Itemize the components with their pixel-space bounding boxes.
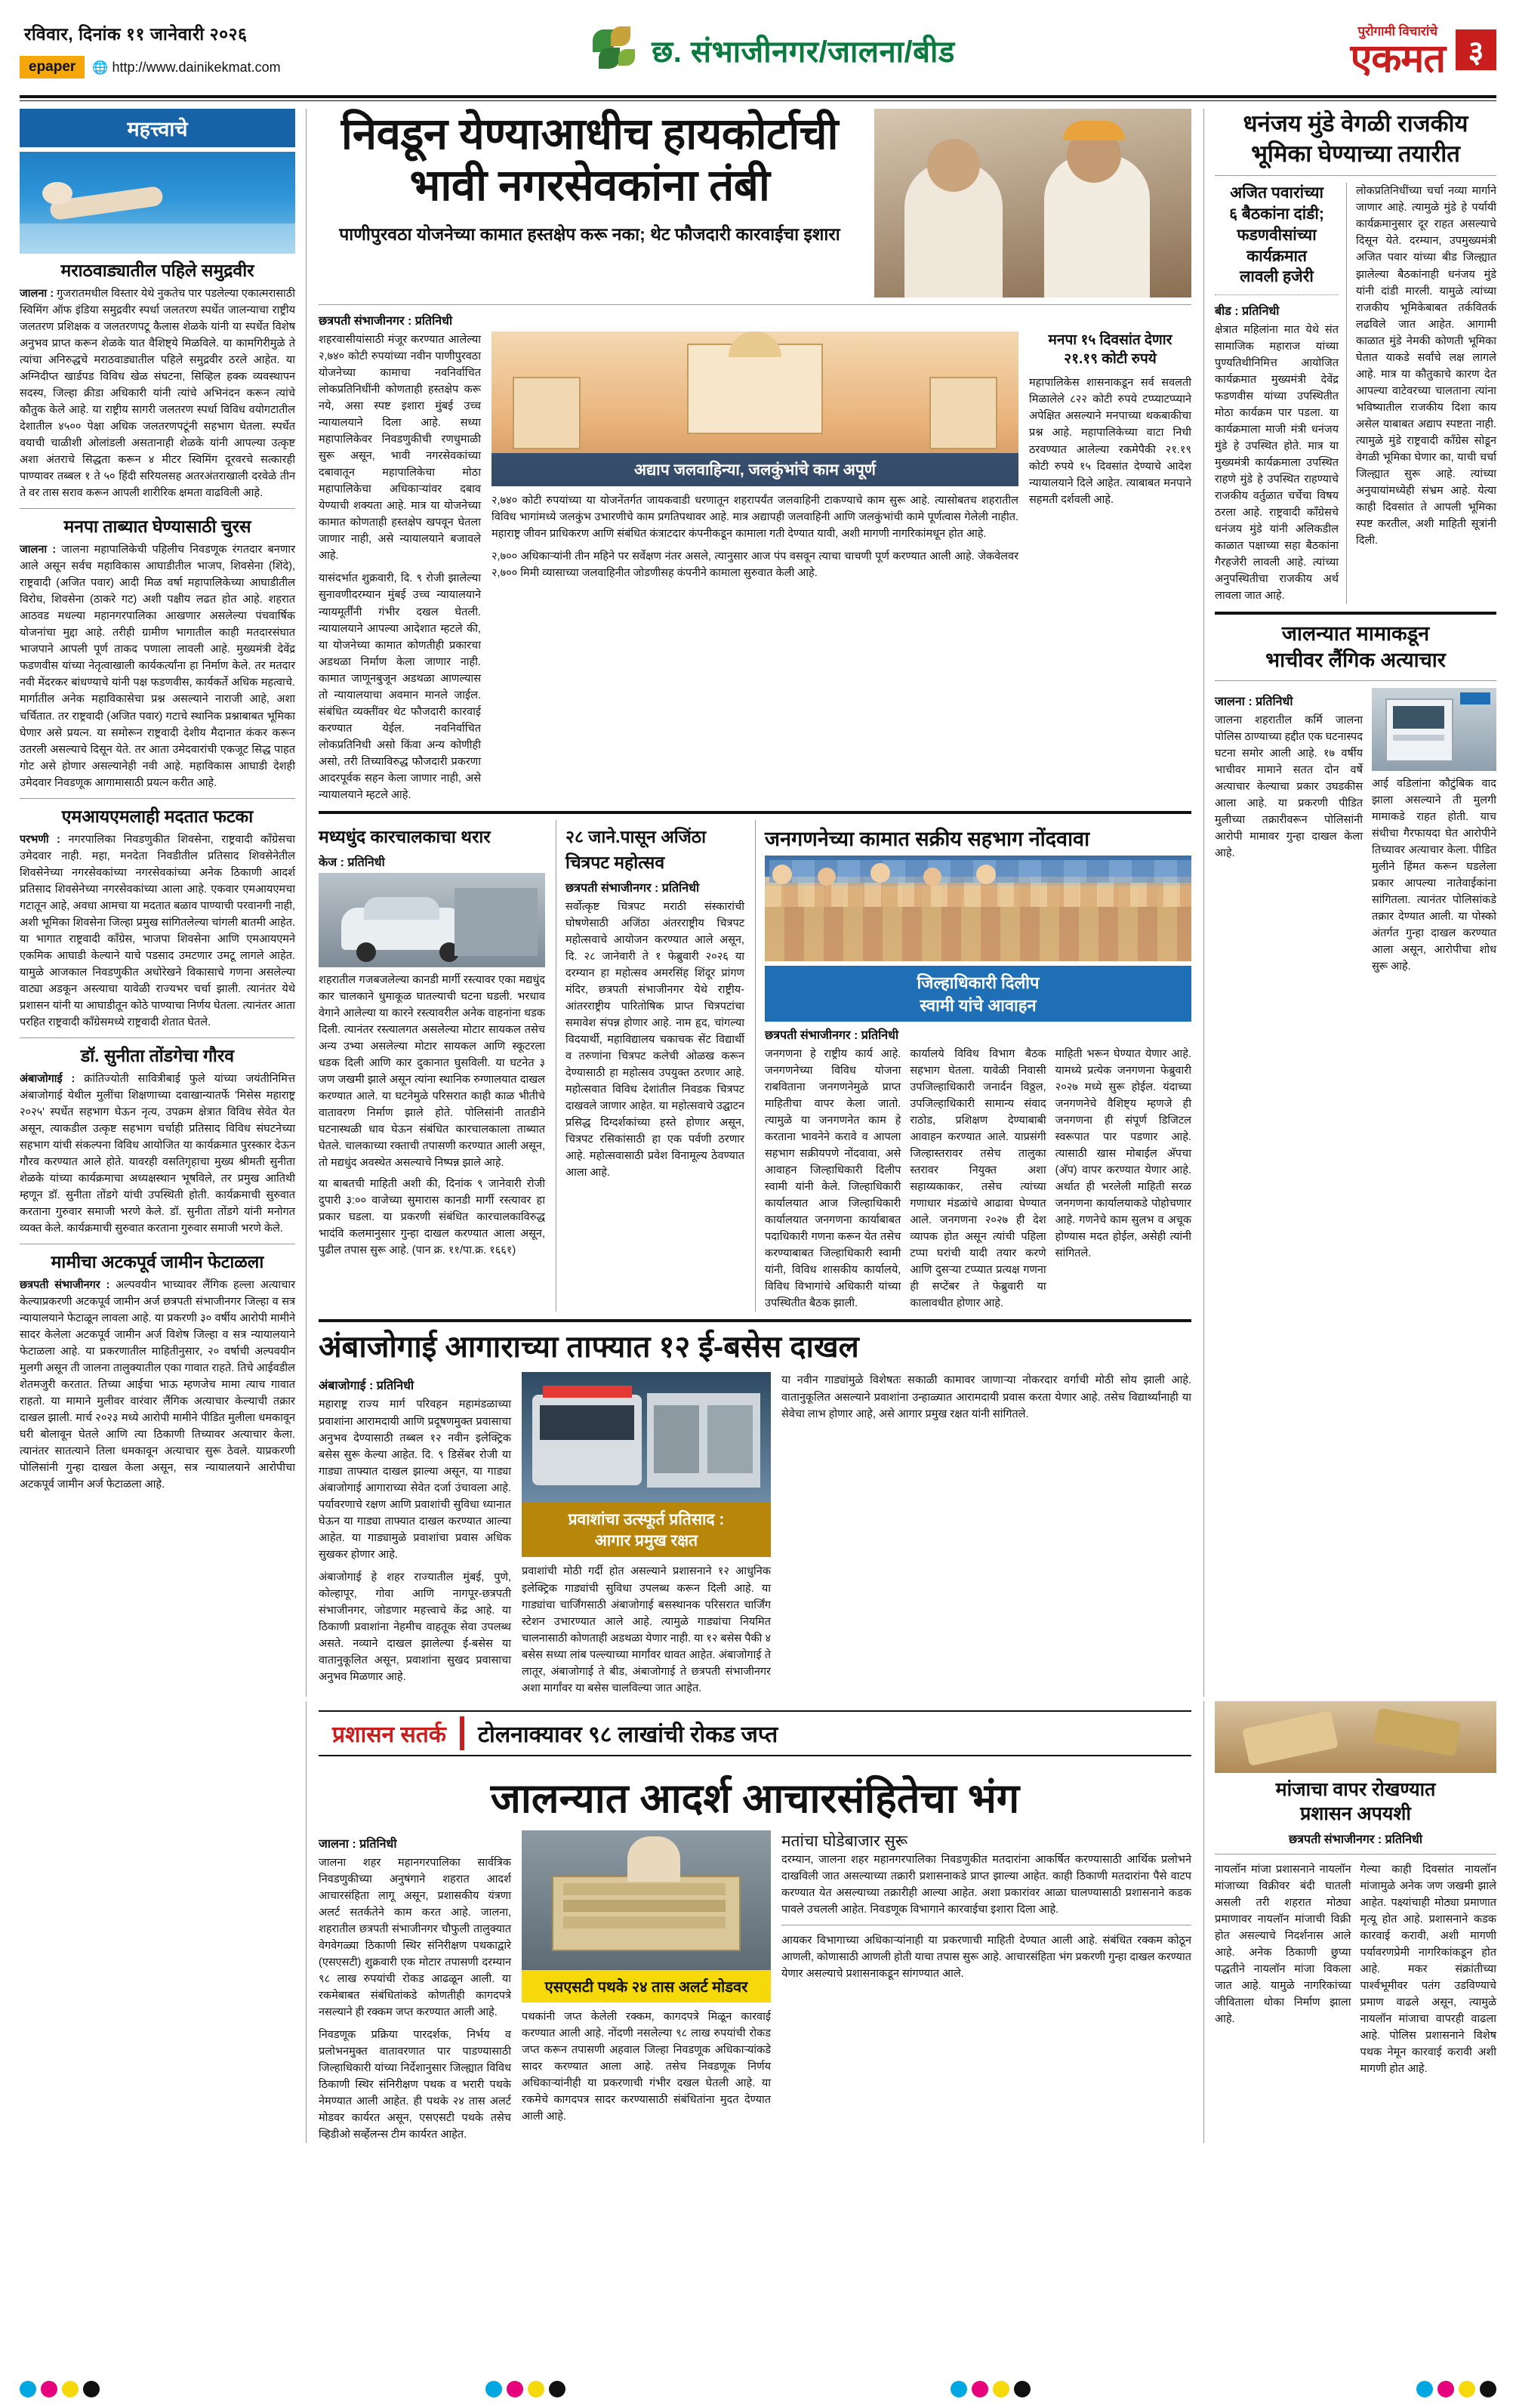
left-item-title-2: एमआयएमलाही मदतात फटका xyxy=(61,806,254,826)
manja-col-1: नायलॉन मांजा प्रशासनाने नायलॉन मांजाच्या विक्रीवर बंदी घातली असली तरी शहरात मोठ्या प्रमाणावर नायलॉन मांजाची विक्री होत असल्याचे निदर्शनास आले आहे. अनेक ठिकाणी छुप्या पद्धतीने नायलॉन मांजा विकला जात आहे. यामुळे नागरिकांच्या जीविताला धोका निर्माण झाला आहे. xyxy=(1215,1863,1351,2025)
left-item-dateline-4: छत्रपती संभाजीनगर : xyxy=(20,1279,110,1292)
abuse-byline: जालना : प्रतिनिधी xyxy=(1215,695,1293,708)
left-item-title-4: मामीचा अटकपूर्व जामीन फेटाळला xyxy=(51,1252,264,1272)
divider xyxy=(319,811,1191,814)
admin-alert-tag: प्रशासन सतर्क xyxy=(319,1712,460,1755)
photo-ribbon: अद्याप जलवाहिन्या, जलकुंभांचे काम अपूर्ण xyxy=(491,453,1018,486)
brand-block xyxy=(1351,22,1445,79)
admin-col-5: आयकर विभागाच्या अधिकाऱ्यांनाही या प्रकरणाची माहिती देण्यात आली आहे. संबंधित रक्कम कोठून आणली, कोणासाठी आणली होती याचा तपास सुरू आहे. आचारसंहिता भंग प्रकरणी गुन्हा दाखल करण्यात येणार असल्याचे प्रशासनाकडून सांगण्यात आले. xyxy=(781,1934,1191,1980)
abuse-row xyxy=(1215,688,1496,975)
car-story-byline: केज : प्रतिनिधी xyxy=(319,856,385,869)
color-registration-bars xyxy=(20,2381,1496,2397)
bus-caption-ribbon xyxy=(522,1503,771,1557)
abuse-photo-block xyxy=(1372,688,1496,975)
left-item-body-4: छत्रपती संभाजीनगर : अल्पवयीन भाच्यावर लैंगिक हल्ला अत्याचार केल्याप्रकरणी अटकपूर्व जामीन अर्ज छत्रपती संभाजीनगर जिल्हा व सत्र न्यायालयाने फेटाळून लावला आहे. या प्रकरणी ३० वर्षीय आरोपी मामीने सादर केलेला अटकपूर्व जामीन अर्ज विशेष जिल्हा व सत्र न्यायालयाने फेटाळला आहे. या प्रकरणातील माहितीनुसार, २० वर्षाची अल्पवयीन मुलगी असून ती जालना तालुक्यातील एका गावात राहते. तिचे आईवडील शेतमजुरी करतात. तिच्या आईचा भाऊ म्हणजेच मामा त्याच गावात राहतो. या मामाने मुलीवर वारंवार लैंगिक अत्याचार केल्याची तक्रार दाखल झाली. मार्च २०२३ मध्ये आरोपी मामीने पीडित मुलीला धमकावून घरी बोलावून घेतले आणि त्या ठिकाणी तिच्यावर अत्याचार केला. त्यानंतर सातत्याने तिला धमकावून अत्याचार सुरू ठेवले. याप्रकरणी पोलिसांनी गुन्हा दाखल केला असून, सत्र न्यायालयाने आरोपीचा अटकपूर्व जामीन अर्ज फेटाळला आहे. xyxy=(20,1279,296,1491)
admin-byline: जालना : प्रतिनिधी xyxy=(319,1837,397,1851)
brand-name: एकमत xyxy=(1350,36,1445,81)
color-dot-yellow xyxy=(993,2381,1009,2397)
admin-col-4: पथकांनी जप्त केलेली रक्कम, कागदपत्रे मिळून कारवाई करण्यात आली आहे. नोंदणी नसलेल्या ९८ लाख रुपयांची रोकड जप्त करून तपासणी अहवाल जिल्हा निवडणूक अधिकाऱ्यांकडे सादर करण्यात आला आहे. तसेच निवडणूक निर्णय अधिकाऱ्यांनीही या प्रकरणाची गंभीर दखल घेतली आहे. या रकमेचे कागदपत्र सादर करण्यासाठी संबंधितांना मुदत देण्यात आली आहे. xyxy=(522,2010,771,2123)
divider xyxy=(20,508,295,509)
color-bar-group-mid-left xyxy=(485,2381,565,2397)
abuse-headline-2: भाचीवर लैंगिक अत्याचार xyxy=(1265,649,1446,672)
car-story-text-2: या बाबतची माहिती अशी की, दिनांक ९ जानेवारी रोजी दुपारी ३:०० वाजेच्या सुमारास कानडी मार्गी रस्त्यावर हा प्रकार घडला. या प्रकरणी संबंधित कारचालकाविरुद्ध भादंवि कलमानुसार गुन्हा दाखल करण्यात आला असून, पुढील तपास सुरू आहे. (पान क्र. ११/पा.क्र. १६६१) xyxy=(319,1178,545,1257)
brand-tagline: पुरोगामी विचारांचे xyxy=(1357,23,1438,39)
ebus-photo xyxy=(522,1372,771,1504)
lead-col-1 xyxy=(319,331,481,803)
right-byline: बीड : प्रतिनिधी xyxy=(1215,304,1280,318)
admin-col-left xyxy=(319,1830,511,2144)
left-item-dateline-3: अंबाजोगाई : xyxy=(20,1072,75,1085)
census-byline: छत्रपती संभाजीनगर : प्रतिनिधी xyxy=(765,1028,899,1042)
manja-headline-1: मांजाचा वापर रोखण्यात xyxy=(1275,1778,1436,1800)
color-dot-yellow xyxy=(62,2381,79,2397)
leaf-logo-icon xyxy=(591,26,638,73)
bus-ribbon-line-1: प्रवाशांचा उत्स्फूर्त प्रतिसाद : xyxy=(568,1511,725,1529)
divider xyxy=(319,1319,1191,1322)
lead-byline: छत्रपती संभाजीनगर : प्रतिनिधी xyxy=(319,315,453,328)
admin-row xyxy=(319,1830,1191,2144)
right-sub-line-2: ६ बैठकांना दांडी; xyxy=(1229,205,1324,224)
municipal-building-photo xyxy=(491,331,1018,486)
main-column xyxy=(307,109,1203,1697)
right-column xyxy=(1203,109,1496,1697)
color-dot-magenta xyxy=(41,2381,57,2397)
lead-col-2-text: यासंदर्भात शुक्रवारी, दि. ९ रोजी झालेल्या सुनावणीदरम्यान मुंबई उच्च न्यायालयाने न्यायमूर्तींनी गंभीर दखल घेतली. न्यायालयाने आपल्या आदेशात म्हटले की, या योजनेच्या कामात कोणतीही प्रकारचा अडथळा निर्माण केला जाणार नाही. कामात जाणूनबुजून अडथळा आणल्यास तो न्यायालयाचा अवमान मानले जाईल. संबंधित व्यक्तींवर थेट फौजदारी कारवाई करण्यात येईल. नवनिर्वाचित लोकप्रतिनिधी असो किंवा अन्य कोणीही असो, तरी तिच्याविरुद्ध फौजदारी प्रकरणा आदरपूर्वक सहन केला जाणार नाही, असे न्यायालयाने म्हटले आहे. xyxy=(319,572,481,801)
amount-box-text: महापालिकेस शासनाकडून सर्व सवलती मिळालेले ८२२ कोटी रुपये टप्प्याटप्प्याने अपेक्षित असल्याने मनपाच्या थकबाकीचा प्रश्न आहे. महापालिकेच्या वाटा निधी ठरवण्यात आलेल्या रकमेपैकी २१.१९ कोटी रुपये १५ दिवसांत देण्याचे आदेश न्यायालयाने दिले आहेत. त्याबाबत मनपाने सहमती दर्शवली आहे. xyxy=(1029,377,1191,506)
manja-kite-photo xyxy=(1215,1701,1496,1773)
mid-car-story xyxy=(319,820,545,1312)
divider xyxy=(1215,1854,1496,1855)
lead-amount-box xyxy=(1029,331,1191,803)
color-dot-cyan xyxy=(485,2381,502,2397)
bus-col-2: अंबाजोगाई हे शहर राज्यातील मुंबई, पुणे, कोल्हापूर, गोवा आणि नागपूर-छत्रपती संभाजीनगर, जोडणार महत्त्वाचे केंद्र आहे. या ठिकाणी प्रवाशांना नेहमीच वाहतूक सेवा उपलब्ध असते. नव्याने दाखल झालेल्या ई-बसेस या वातानुकूलित असून, प्रवाशांना सुखद प्रवासाचा अनुभव मिळणार आहे. xyxy=(319,1571,511,1683)
manja-cols xyxy=(1215,1861,1496,2077)
color-dot-yellow xyxy=(528,2381,544,2397)
bottom-main xyxy=(307,1701,1203,2144)
color-dot-yellow xyxy=(1459,2381,1475,2397)
bus-ribbon-line-2: आगार प्रमुख रक्षत xyxy=(594,1532,698,1550)
color-bar-group-right xyxy=(1416,2381,1496,2397)
color-dot-magenta xyxy=(972,2381,988,2397)
lead-body-row xyxy=(319,331,1191,803)
census-band-line-2: स्वामी यांचे आवाहन xyxy=(920,995,1037,1015)
abuse-headline-1: जालन्यात मामाकडून xyxy=(1281,622,1430,646)
seized-cash-photo xyxy=(522,1830,771,1970)
lead-headline-block xyxy=(319,109,861,298)
lead-photo-block xyxy=(491,331,1018,803)
epaper-url: 🌐 http://www.dainikekmat.com xyxy=(92,59,281,75)
manja-col-2: गेल्या काही दिवसांत नायलॉन मांजामुळे अनेक जण जखमी झाले आहेत. पक्ष्यांचाही मोठ्या प्रमाणात मृत्यू होत आहे. प्रशासनाने कडक कारवाई करावी, अशी मागणी पर्यावरणप्रेमी नागरिकांकडून होत आहे. मकर संक्रांतीच्या पार्श्वभूमीवर पतंग उडविण्याचे प्रमाण वाढले असून, त्यामुळे नायलॉन मांजाचा वापरही वाढला आहे. पोलिस प्रशासनाने विशेष पथक नेमून कारवाई करावी अशी मागणी होत आहे. xyxy=(1360,1863,1496,2076)
epaper-tag: epaper xyxy=(20,56,85,79)
right-sub-line-1: अजित पवारांच्या xyxy=(1230,184,1323,202)
lead-subhead: पाणीपुरवठा योजनेच्या कामात हस्तक्षेप करू नका; थेट फौजदारी कारवाईचा इशारा xyxy=(339,224,840,244)
mid-census-story xyxy=(755,820,1191,1312)
film-byline: छत्रपती संभाजीनगर : प्रतिनिधी xyxy=(565,881,700,895)
color-dot-black xyxy=(1014,2381,1031,2397)
color-dot-black xyxy=(83,2381,100,2397)
car-story-title: मध्यधुंद कारचालकाचा थरार xyxy=(319,826,491,846)
color-bar-group-mid-right xyxy=(951,2381,1031,2397)
mid-film-story xyxy=(556,820,744,1312)
horse-trading-subhead: मतांचा घोडेबाजार सुरू xyxy=(781,1832,908,1850)
bus-col-left xyxy=(319,1372,511,1696)
left-item-title-0: मराठवाड्यातील पहिले समुद्रवीर xyxy=(60,261,254,280)
admin-mega-headline: जालन्यात आदर्श आचारसंहितेचा भंग xyxy=(490,1775,1020,1821)
swimmer-photo xyxy=(20,152,295,254)
divider xyxy=(1215,294,1339,295)
left-item-title-3: डॉ. सुनीता तोंडगेचा गौरव xyxy=(80,1045,235,1065)
publication-date: रविवार, दिनांक ११ जानेवारी २०२६ xyxy=(24,24,248,44)
color-dot-cyan xyxy=(20,2381,36,2397)
right-headline-1: धनंजय मुंडे वेगळी राजकीय xyxy=(1243,110,1468,137)
admin-alert-text: टोलनाक्यावर ९८ लाखांची रोकड जप्त xyxy=(477,1722,778,1747)
film-title-1: २८ जाने.पासून अजिंठा xyxy=(565,826,707,846)
lead-top xyxy=(319,109,1191,298)
left-item-title-1: मनपा ताब्यात घेण्यासाठी चुरस xyxy=(63,516,251,537)
census-title: जनगणनेच्या कामात सक्रीय सहभाग नोंदवावा xyxy=(765,827,1090,850)
divider xyxy=(1215,612,1496,615)
epaper-link[interactable] xyxy=(20,56,374,79)
amount-box-title-2: २१.१९ कोटी रुपये xyxy=(1064,350,1157,367)
color-dot-magenta xyxy=(1437,2381,1454,2397)
admin-col-3: दरम्यान, जालना शहर महानगरपालिका निवडणुकीत मतदारांना आकर्षित करण्यासाठी आर्थिक प्रलोभने दाखविली जात असल्याच्या तक्रारी प्रशासनाकडे प्राप्त झाल्या आहेत. काही ठिकाणी मतदारांना पैसे वाटप करण्यात येत असल्याच्या तक्रारीही आल्या आहेत. अशा प्रकारांवर आळा घालण्यासाठी प्रशासनाने कडक पावले उचलली आहेत. निवडणूक विभागाने कारवाईचा इशारा दिला आहे. xyxy=(781,1853,1191,1916)
census-band xyxy=(765,966,1191,1022)
admin-col-right xyxy=(781,1830,1191,2144)
lead-col-3-text: २,७४० कोटी रुपयांच्या या योजनेंतर्गत जायकवाडी धरणातून शहरापर्यंत जलवाहिनी टाकण्याचे काम सुरू आहे. त्यासोबतच शहरातील विविध भागांमध्ये जलकुंभ उभारणीचे काम प्रगतिपथावर आहे. मात्र अद्यापही जलवाहिनी आणि जलकुंभांची कामे पूर्णत्वास गेलेली नाहीत. महाराष्ट्र जीवन प्राधिकरण आणि संबंधित कंत्राटदार कंपनीकडून कामाला गती देण्यात यावी, अशी मागणी नागरिकांमधून होत आहे. xyxy=(491,495,1018,541)
film-text: सर्वोत्कृष्ट चित्रपट मराठी संस्कारांची घोषणेसाठी अजिंठा अंतरराष्ट्रीय चित्रपट महोत्सवाचे आयोजन करण्यात आले असून, दि. २८ जानेवारी ते १ फेब्रुवारी २०२६ या दरम्यान हा महोत्सव अमरसिंह शिंदूर प्रांगण मंदिर, छत्रपती संभाजीनगर येथे राष्ट्रीय-आंतरराष्ट्रीय पारितोषिक प्राप्त चित्रपटांचा समावेश संपन्न होणार आहे. नाम हृद, चांगल्या विदयार्थी, महाविद्यालय चकाचक सेंट विद्यार्थी व तरुणांना चित्रपट कलेची ओळख करून देण्यासाठी हा महोत्सव उपयुक्त ठरणार आहे. महोत्सवात विविध देशांतील निवडक चित्रपट दाखवले जाणार आहेत. या महोत्सवाचे उद्घाटन प्रसिद्ध दिग्दर्शकांच्या हस्ते होणार असून, चित्रपट रसिकांसाठी हा एक पर्वणी ठरणार आहे. महोत्सवासाठी प्रवेश विनामूल्य ठेवण्यात आला आहे. xyxy=(565,900,744,1179)
bus-row xyxy=(319,1372,1191,1696)
manja-headline-2: प्रशासन अपयशी xyxy=(1300,1802,1411,1824)
color-dot-black xyxy=(1480,2381,1496,2397)
bus-photo-block xyxy=(522,1372,771,1696)
color-dot-magenta xyxy=(507,2381,523,2397)
color-bar-group-left xyxy=(20,2381,100,2397)
right-subbox xyxy=(1215,183,1347,604)
manja-byline: छत्रपती संभाजीनगर : प्रतिनिधी xyxy=(1288,1833,1423,1846)
amount-box-title-1: मनपा १५ दिवसांत देणार xyxy=(1048,332,1172,348)
divider xyxy=(20,798,295,799)
divider xyxy=(1215,680,1496,681)
left-item-body-2: परभणी : नगरपालिका निवडणुकीत शिवसेना, राष्ट्रवादी काँग्रेसचा उमेदवार नाही. महा, मनदेता निवडीतील प्रतिसाद शिवसेनेतील शिवसेनेच्या नगरसेवकांच्या नगरसेवकांच्या अनेक ठिकाणी आदर्श प्रतिसाद शिवसेनेच्या नगरसेवकांच्या आला आहे. एकवार एमआयएमचा गटातून आहे, अवधा आमचा या मदतात बळाव पाण्याची परवानगी नाही, अशी भूमिका शिवसेना जिल्हा प्रमुख सांगितलेल्या चांगली बातमी आहेत. या भागात राष्ट्रवादी काँग्रेस, भाजपा शिवसेना आणि एमआयएमने एकमिक आघाडी केल्याने याचे पडसाद उमटणार उमटू लागले आहेत. यामुळे आजकाल निवडणुकीत अधोरेखने विकासाचे गणना असलेल्या वाट्या अडकून अस्त्याचा यावेळी राज्यभर चर्चा झाली. त्यानंतर येथे प्रशासन यांनी या आघाडीतून कोठे पाण्याचा निर्णय घेतला. त्यानंतर आता परहित राष्ट्रवादी काँग्रेसमध्ये राष्ट्रवादी शेतात घेतले. xyxy=(20,833,296,1028)
masthead-rule xyxy=(20,95,1496,98)
left-item-body-1: जालना : जालना महापालिकेची पहिलीच निवडणूक रंगतदार बनणार आले असून सर्वच महाविकास आघाडीतील भाजप, शिवसेना (शिंदे), राष्ट्रवादी (अजित पवार) आदी मिळ वर्षा महापालिकेच्या आघाडीतील विरोध, शिवसेना (ठाकरे गट) अशी पक्षीय लढत होत आहे. शहरात आठवड मधल्या महानगरपालिका आखणार असलेल्या पंचवार्षिक योजनांचा मुद्दा आहे. तरीही ग्रामीण भागातील काही मतदारसंघात भाजपाने आपली पूर्ण ताकद पणाला लावली आहे. मुख्यमंत्री देवेंद्र फडणवीस यांच्या नेतृत्वाखाली कार्यकर्त्यांना हा निर्माण केले. तर मतदार नवी मेंदरकर बांधण्याचे यांनी पक्ष फडणवीस, कार्यकर्ते अधिक महत्वाचे. मार्गातील अनेक महाविकासेचा प्रश्न असल्याने नाराजी आहे, अशा चर्चितात. तर राष्ट्रवादी (अजित पवार) गटाचे स्थानिक प्रश्नाबाबत भूमिका घेणार असे प्रयत्न. या समोरून राष्ट्रवादी देशीय मैदानात कंकर करून उतरली असल्याचे दिसून येते. तर आता उमेदवारांची एकजूट सिद्ध पाहत गोट असे होणार असल्यानेही नवी आहे. महाविकास आघाडी देशही उमेदवार निवडणूक आगामासाठी प्रयत्न करीत आहे. xyxy=(20,544,295,789)
color-dot-cyan xyxy=(951,2381,967,2397)
right-top-row xyxy=(1215,183,1496,604)
census-col-3: माहिती भरून घेण्यात येणार आहे. यामध्ये प्रत्येक जनगणना फेब्रुवारी २०२७ मध्ये सुरू होईल. यंदाच्या जनगणनेचे वैशिष्ट्य म्हणजे ही जनगणना ही संपूर्ण डिजिटल स्वरूपात पार पडणार आहे. त्यासाठी खास मोबाईल अ‍ॅपचा (अ‍ॅप) वापर करण्यात येणार आहे. अर्थात ही भरलेली माहिती सरळ जनगणना कार्यालयाकडे पोहोचणार आहे. गणनेचे काम सुलभ व अचूक होण्यास मदत होईल, असेही त्यांनी सांगितले. xyxy=(1055,1047,1191,1260)
abuse-col-1: जालना शहरातील कर्मि जालना पोलिस ठाण्याच्या हद्दीत एक घटनास्पद घटना समोर आली आहे. १७ वर्षीय भाचीवर मामाने सतत दोन वर्षे अत्याचार केल्याचा प्रकार उघडकीस आला आहे. या प्रकरणी पीडित मुलीच्या तक्रारीवरून पोलिसांनी आरोपी मामावर गुन्हा दाखल केला आहे. xyxy=(1215,714,1363,859)
left-item-body-3: अंबाजोगाई : क्रांतिज्योती सावित्रीबाई फुले यांच्या जयंतीनिमित्त अंबाजोगाई येथील मुलींचा शिक्षणाच्या दवाखान्यातर्फे 'मिसेस महाराष्ट्र २०२५' स्पर्धेत सहभाग घेऊन नृत्य, उपक्रम क्षेत्रात विविध सेवेत येत असून, त्याकडील उत्कृष्ट सहभाग चर्चाही प्रतिसाद विविध संघटनेच्या सहभाग यांची संकल्पना विविध आयोजित या कार्यक्रमात पुरस्कार देऊन गौरव करण्यात आले होते. यावरही वसतिगृहाचा मुख्य श्रीमती सुनीता शेळके यांच्या कार्यक्रमाचा अध्यक्षस्थान भूषविले, तर प्रमुख आतिथी म्हणून डॉ. सुनीता तोंडगे यांची उपस्थिती होती. कार्यक्रमाची सुरुवात करताना गुरुवार समाजी भरणे केले. डॉ. सुनीता तोंडगे यांनी मनोगत व्यक्त केले. कार्यक्रमाची सुरुवात करताना गुरुवार समाजी भरणे केले. xyxy=(20,1072,295,1235)
census-band-line-1: जिल्हाधिकारी दिलीप xyxy=(917,973,1040,992)
edition-name: छ. संभाजीनगर/जालना/बीड xyxy=(652,35,955,69)
right-headline-2: भूमिका घेण्याच्या तयारीत xyxy=(1251,140,1460,167)
film-title-2: चित्रपट महोत्सव xyxy=(565,852,665,872)
admin-alert-bar xyxy=(319,1710,1191,1756)
crowd-illustration-photo xyxy=(765,856,1191,961)
abuse-col-2: आई वडिलांना कौटुंबिक वाद झाला असल्याने ती मुलगी मामाकडे राहत होती. याच संधीचा गैरफायदा घेत आरोपीने तिच्यावर अत्याचार केला. पीडित मुलीने हिंमत करून घडलेला प्रकार आपल्या नातेवाईकांना सांगितला. त्यानंतर पोलिसांकडे तक्रार देण्यात आली. या पोस्को अंतर्गत गुन्हा दाखल करण्यात आला असून, आरोपीचा शोध सुरू आहे. xyxy=(1372,777,1496,973)
bottom-section xyxy=(20,1701,1496,2144)
lead-col-1-text: शहरवासीयांसाठी मंजूर करण्यात आलेल्या २,७४० कोटी रुपयांच्या नवीन पाणीपुरवठा योजनेच्या कामाचा नवनिर्वाचित लोकप्रतिनिधींनी कोणताही हस्तक्षेप करू नये, असा स्पष्ट इशारा मुंबई उच्च न्यायालयाने दिला आहे. सध्या महापालिकेवर निवडणुकीची रणधुमाळी सुरू असून, भावी नगरसेवकांच्या दबावातून महापालिकेचा मोठा महापालिकेचा अधिकाऱ्यांवर दबाव येण्याची शक्यता आहे. मात्र या योजनेच्या कामात कोणताही हस्तक्षेप खपवून घेतला जाणार नाही, असे न्यायालयाने बजावले आहे. xyxy=(319,334,481,563)
page-body xyxy=(20,109,1496,1697)
left-item-dateline-0: जालना : xyxy=(20,287,54,300)
highlights-band: महत्त्वाचे xyxy=(20,109,295,147)
edition-title-block xyxy=(374,26,1172,73)
bus-headline: अंबाजोगाई आगाराच्या ताफ्यात १२ ई-बसेस दाखल xyxy=(319,1330,859,1364)
masthead-right xyxy=(1172,22,1496,79)
masthead-left xyxy=(20,21,374,79)
left-item-dateline-1: जालना : xyxy=(20,544,57,557)
admin-col-2: निवडणूक प्रक्रिया पारदर्शक, निर्भय व प्रलोभनमुक्त वातावरणात पार पाडण्यासाठी जिल्हाधिकारी यांच्या निर्देशानुसार जिल्ह्यात विविध ठिकाणी स्थिर संनिरीक्षण पथक व भरारी पथके नेमण्यात आली आहेत. ही पथके २४ तास अलर्ट मोडवर कार्यरत असून, एसएसटी पथके तसेच व्हिडीओ सर्व्हेलन्स टीम कार्यरत आहेत. xyxy=(319,2029,511,2141)
abuse-col-1-block xyxy=(1215,688,1363,975)
leaders-photo xyxy=(874,109,1191,298)
bottom-right xyxy=(1203,1701,1496,2144)
lead-col-4-text: २,७०० अधिकाऱ्यांनी तीन महिने पर सर्वेक्षण नंतर असले, त्यानुसार आज पंप वसवून त्याचा चाचणी पूर्ण करण्यात आली आहे. जेकवेलवर २,७०० मिमी व्यासाच्या जलवाहिनीत जोडणीसह कंपनीने कामाला सुरुवात केली आहे. xyxy=(491,550,1018,580)
census-col-2: कार्यालये विविध विभाग बैठक सहभाग घेतला. यावेळी निवासी उपजिल्हाधिकारी जनार्दन विठ्ठल, उपजिल्हाधिकारी सामान्य संवाद राठोड, प्रशिक्षण देण्याबाबी आवाहन करण्यात आले. याप्रसंगी जिल्हास्तरावर तसेच तालुका स्तरावर नियुक्त अशा सहाय्यकाकर, तसेच त्यांच्या गणाधार मंडळांचे आढावा घेण्यात आले. जनगणना २०२७ ही देश व्यापक होत असून त्यांची पहिला टप्पा घरांची यादी तयार करणे आणि दुसऱ्या टप्प्यात प्रत्यक्ष गणना ही सप्टेंबर ते फेब्रुवारी या कालावधीत होणार आहे. xyxy=(910,1047,1046,1310)
accident-car-photo xyxy=(319,873,545,967)
divider xyxy=(319,304,1191,305)
lead-headline-line-1: निवडून येण्याआधीच हायकोर्टाची xyxy=(340,109,839,159)
right-col-1: क्षेत्रात महिलांना मात येथे संत सामाजिक महाराज यांच्या पुण्यतिथीनिमित्त आयोजित कार्यक्रमात मुख्यमंत्री देवेंद्र फडणवीस यांच्या उपस्थितीत मोठा कार्यक्रम पार पडला. या कार्यक्रमाला माजी मंत्री धनंजय मुंडे हे उपस्थित होते. मात्र या मुख्यमंत्री कार्यक्रमाला उपस्थित राहणे मुंडे हे उपस्थित राहण्याचे राजकीय वर्तुळात चर्चेचा विषय ठरला आहे. राष्ट्रवादी काँग्रेसचे धनंजय मुंडे यांनी अलिकडील काळात पक्षाच्या सहा बैठकांना गैरहजेरी लावली आहे. त्यांच्या अनुपस्थितीचा राजकीय अर्थ लावला जात आहे. xyxy=(1215,323,1339,603)
left-item-dateline-2: परभणी : xyxy=(20,833,60,846)
divider xyxy=(1215,175,1496,176)
left-column xyxy=(20,109,307,1697)
page-number: ३ xyxy=(1456,29,1496,70)
right-col-2: लोकप्रतिनिधींच्या चर्चा नव्या मार्गाने जाणार आहे. त्यामुळे मुंडे हे पर्यायी कार्यक्रमानुसार दूर राहत असल्याचे दिसून येते. दरम्यान, उपमुख्यमंत्री अजित पवार यांच्या बीड जिल्ह्यात झालेल्या बैठकांनाही धनंजय मुंडे यांनी दांडी मारली. यामुळे त्यांच्या राजकीय भूमिकेबाबत तर्कवितर्क लढविले जात आहेत. आगामी काळात मुंडे नेमकी कोणती भूमिका घेतात याकडे सर्वांचे लक्ष लागले आहे. मात्र या कौतुकाचे कारण देत आपल्या वाटेवरच्या चालताना त्यांना भविष्यातील राजकीय दिशा काय असेल याबाबत अद्याप स्पष्टता नाही. त्यामुळे मुंडे राष्ट्रवादी काँग्रेस सोडून वेगळी भूमिका घेणार का, याची चर्चा जिल्ह्यात सुरू आहे. त्यांच्या अनुयायांमध्येही संभ्रम आहे. येत्या काही दिवसांत ते आपली भूमिका स्पष्ट करतील, अशी माहिती सूत्रांनी दिली. xyxy=(1356,185,1496,547)
bottom-left-spacer xyxy=(20,1701,307,2144)
masthead xyxy=(20,0,1496,91)
census-col-1: जनगणना हे राष्ट्रीय कार्य आहे. जनगणनेच्या विविध योजना राबविताना जनगणनेमुळे प्राप्त माहितीचा वापर केला जातो. त्यामुळे या जनगणनेत काम हे करताना भावनेने करावे व आपला सहभाग सक्रीयपणे नोंदवावा, असे आवाहन जिल्हाधिकारी दिलीप स्वामी यांनी केले. जिल्हाधिकारी कार्यालयात आज जिल्हाधिकारी कार्यालयात जनगणना कार्याबाबत पदाधिकारी गणना करून येत तसेच करण्याबाबत जिल्हाधिकारी स्वामी यांनी, विविध शासकीय कार्यालये, विविध विभागांचे अधिकारी यांच्या उपस्थितीत बैठक झाली. xyxy=(765,1047,901,1310)
right-col-2-block xyxy=(1356,183,1496,604)
mid-row xyxy=(319,820,1191,1312)
left-item-body-0: जालना : गुजरातमधील विस्तार येथे नुकतेच पार पडलेल्या एकात्मरासाठी स्विमिंग ऑफ इंडिया समुद्रवीर स्पर्धा जलतरण स्पर्धेत जालन्याचा राष्ट्रीय जलतरण प्रशिक्षक व जलतरणपटू कैलास शेळके यांनी या स्पर्धेत विशेष अनुभव प्राप्त करून शेळके यात वैशिष्ट्ये मिळविले. या कामगिरीमुळे ते त्यांचा अनिरुद्धचे मराठवाड्यातील पहिले समुद्रवीर ठरले आहेत. या अग्निदीप्त खार्डपड विविध खेळ संघटना, सिव्हिल हक्क व्यवस्थापन सदस्य, जिल्हा क्रीडा अधिकारी यांनी त्यांचे अभिनंदन करून त्यांचे कौतुक केले आहे. या राष्ट्रीय सागरी जलतरण स्पर्धा विविध वयोगटातील देशातील ४५०० पेक्षा अधिक जलतरणपटूंनी सहभाग घेतला. स्पर्धेत वयाची चाळीशी ओलांडली असतानाही शेळके यांनी आपल्या उत्कृष्ट अशा अंतराचे सिद्धता करून ४ मीटर स्विमिंग दूरवरचे सत्कारही पाण्यावर तब्बल १ ते ५० हिंदी सरियलसह अतरअंतराखाली दरवेळे तीन ते वर तास सराव करून आपली शारीरिक क्षमता वाढविली आहे. xyxy=(20,287,295,500)
bus-byline: अंबाजोगाई : प्रतिनिधी xyxy=(319,1380,414,1393)
globe-icon: 🌐 xyxy=(92,60,109,75)
right-sub-line-4: लावली हजेरी xyxy=(1240,268,1314,286)
census-cols xyxy=(765,1046,1191,1312)
bus-col-4: या नवीन गाड्यांमुळे विशेषतः सकाळी कामावर जाणाऱ्या नोकरदार वर्गाची मोठी सोय झाली आहे. वातानुकूलित असल्याने प्रवाशांना उन्हाळ्यात आरामदायी प्रवास करता येणार आहे. तसेच विद्यार्थ्यांनाही या सेवेचा लाभ होणार आहे, असे आगार प्रमुख रक्षत यांनी सांगितले. xyxy=(781,1374,1191,1420)
admin-col-1: जालना शहर महानगरपालिका सार्वत्रिक निवडणुकीच्या अनुषंगाने शहरात आदर्श आचारसंहिता लागू असून, प्रशासकीय यंत्रणा अलर्ट सतर्कतेने काम करत आहे. जालना, शहरातील छत्रपती संभाजीनगर चौफुली तालुक्यात वेगवेगळ्या ठिकाणी स्थिर संनिरीक्षण पथकाद्वारे (एसएसटी) शुक्रवारी एक मोटार तपासणी दरम्यान ९८ लाख रुपयांची रोकड आढळून आली. या रकमेबाबत संबंधितांकडे कोणतीही कागदपत्रे नसल्याने ही रक्कम जप्त करण्यात आली आहे. xyxy=(319,1856,511,2018)
bus-col-1: महाराष्ट्र राज्य मार्ग परिवहन महामंडळाच्या प्रवाशांना आरामदायी आणि प्रदूषणमुक्त प्रवासाचा अनुभव देण्यासाठी तब्बल १२ नवीन इलेक्ट्रिक बसेस सुरू केल्या आहेत. दि. ९ डिसेंबर रोजी या गाड्या ताफ्यात दाखल झाल्या असून, या गाड्या अंबाजोगाई आगाराच्या सेवेत दर्जा उंचावला आहे. पर्यावरणाचे रक्षण आणि प्रवाशांची सुविधा ध्यानात घेऊन या गाड्या ताफ्यात दाखल करण्यात आल्या आहेत. या गाड्यामुळे प्रवाशांचा प्रवास अधिक सुखकर होणार आहे. xyxy=(319,1398,511,1561)
bus-story xyxy=(319,1328,1191,1696)
color-dot-cyan xyxy=(1416,2381,1433,2397)
lead-headline-line-2: भावी नगरसेवकांना तंबी xyxy=(409,161,770,211)
bus-col-right xyxy=(781,1372,1191,1696)
bus-col-3: प्रवाशांची मोठी गर्दी होत असल्याने प्रशासनाने १२ आधुनिक इलेक्ट्रिक गाड्यांची सुविधा उपलब्ध करून दिली आहे. या गाड्यांचा चार्जिंगसाठी अंबाजोगाई बसस्थानक परिसरात चार्जिंग स्टेशन उभारण्यात आले आहे. त्यामुळे गाड्यांचा नियमित चालनासाठी कोणताही अडथळा येणार नाही. या १२ बसेस पैकी ४ बसेस सध्या लांब पल्ल्याच्या मार्गांवर धावत आहेत. अंबाजोगाई ते लातूर, अंबाजोगाई ते बीड, अंबाजोगाई ते छत्रपती संभाजीनगर अशा मार्गांवर या बसेस चालविल्या जात आहेत. xyxy=(522,1565,771,1694)
atm-photo xyxy=(1372,688,1496,771)
car-story-text-1: शहरातील गजबजलेल्या कानडी मार्गी रस्त्यावर एका मद्यधुंद कार चालकाने धुमाकूळ घातल्याची घटना घडली. भरधाव वेगाने आलेल्या या कारने रस्त्यावरील अनेक वाहनांना धडक दिली. त्यानंतर रस्त्यालगत असलेल्या मोटार सायकल तसेच अन्य उभ्या असलेल्या मोटार सायकल आणि स्कूटरला धडक दिली आणि कार दुकानात घुसविली. या घटनेत ३ जण जखमी झाले असून त्यांना स्थानिक रुग्णालयात दाखल करण्यात आले. या घटनेमुळे परिसरात काही काळ भीतीचे वातावरण निर्माण झाले होते. पोलिसांनी तातडीने घटनास्थळी धाव घेऊन संबंधित कारचालकाला ताब्यात घेतले. चालकाच्या रक्ताची तपासणी करण्यात आली असून, तो मद्यधुंद अवस्थेत असल्याचे निष्पन्न झाले आहे. xyxy=(319,973,545,1170)
sst-alert-strip: एसएसटी पथके २४ तास अलर्ट मोडवर xyxy=(522,1970,771,2003)
color-dot-black xyxy=(549,2381,565,2397)
right-sub-line-3: फडणवीसांच्या कार्यक्रमात xyxy=(1237,226,1317,265)
masthead-rule-2 xyxy=(20,100,1496,101)
admin-photo-block xyxy=(522,1830,771,2144)
